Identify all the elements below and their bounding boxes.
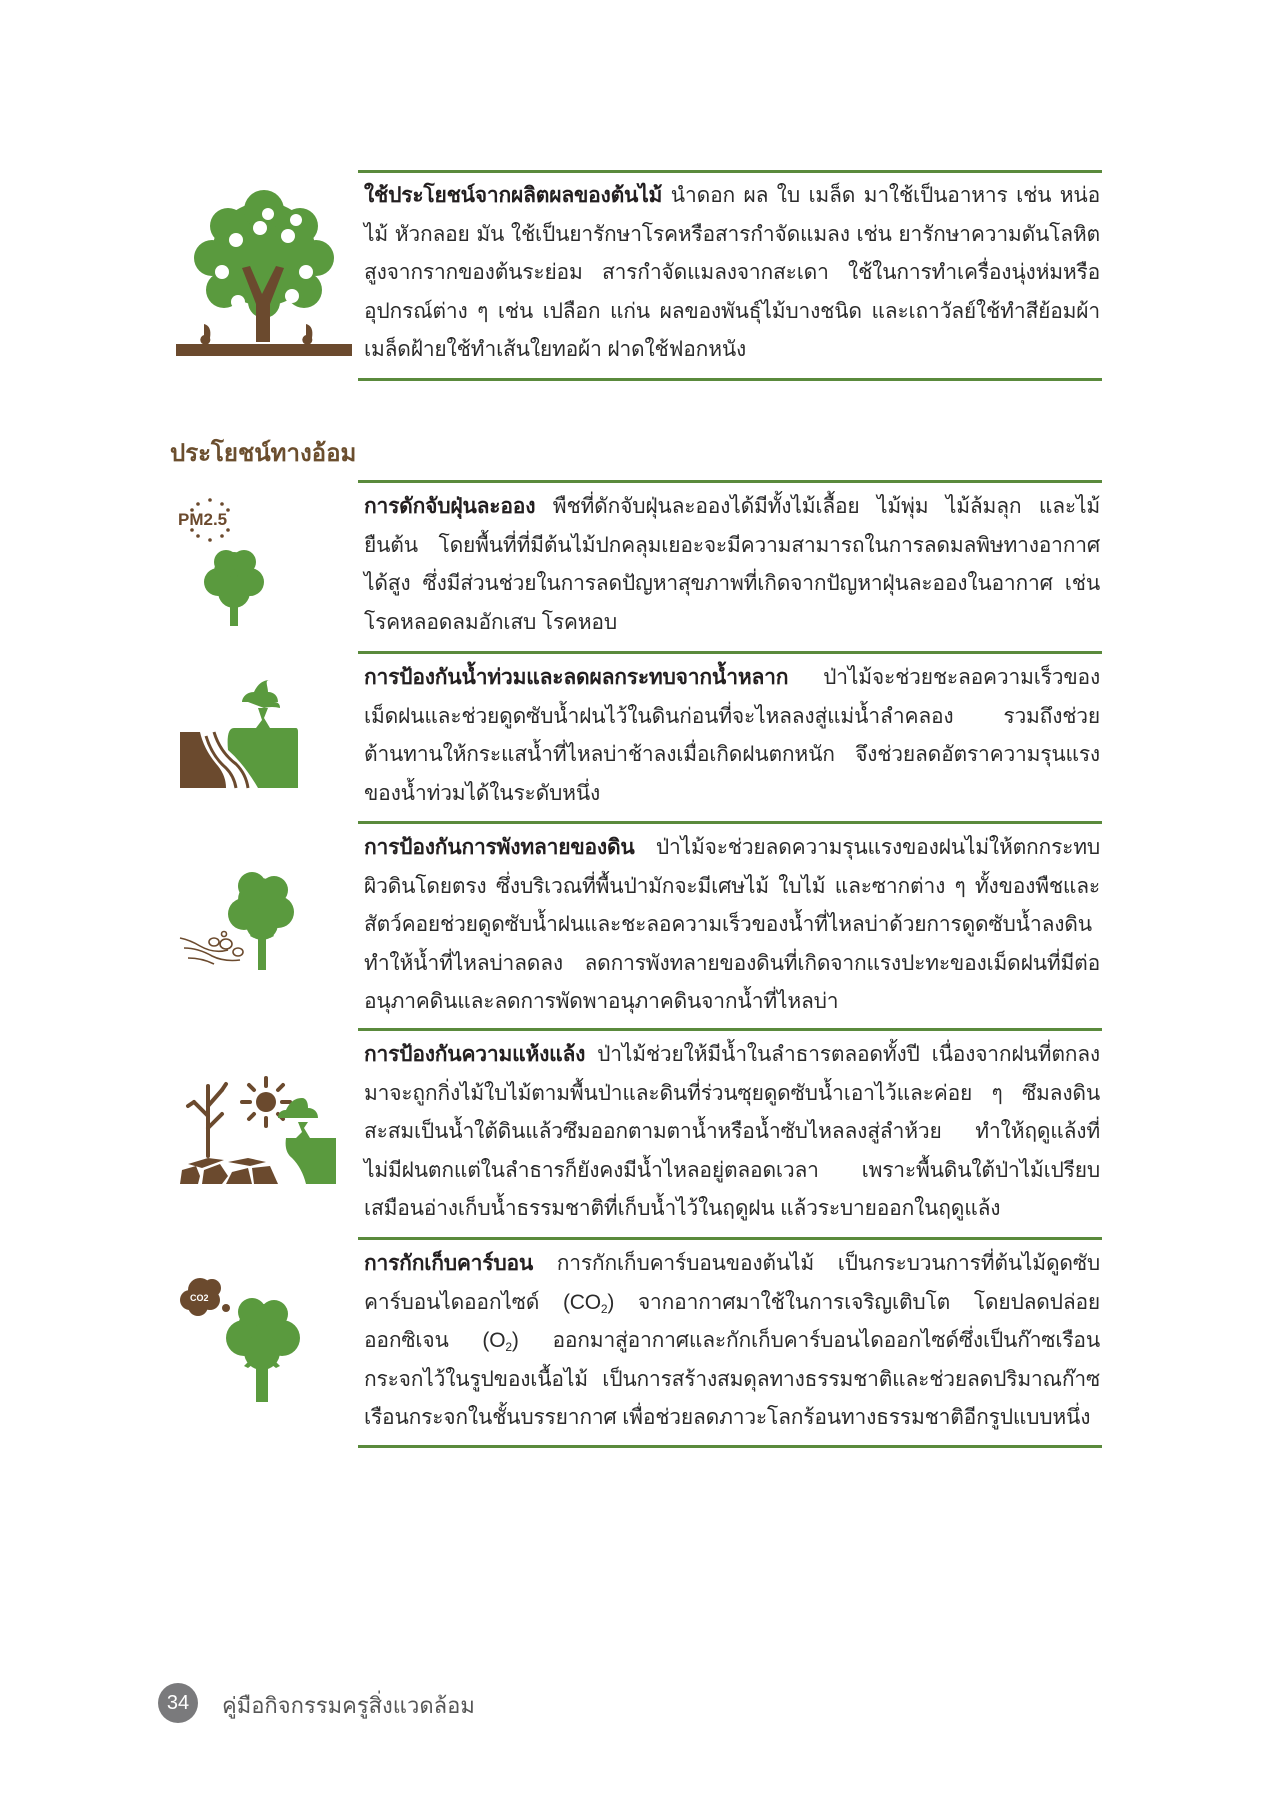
body-text: ) ออกมาสู่อากาศและกักเก็บคาร์บอนไดออกไซด์ซึ่งเป็นก๊าซเรือนกระจกไว้ในรูปของเนื้อไม้ เป็นการสร้างสมดุลทางธรรมชาติและช่วยลดปริมาณก๊าซเรือนกระจกในชั้นบรรยากาศ เพื่อช่วยลดภาวะโลกร้อนทางธรรมชาติอีกรูปแบบหนึ่ง [364,1329,1100,1429]
benefit-flood-prevention [364,659,1100,813]
divider [358,480,1102,483]
divider-top [358,170,1102,173]
divider [358,1028,1102,1031]
benefit-body: ป่าไม้จะช่วยชะลอความเร็วของเม็ดฝนและช่วยดูดซับน้ำฝนไว้ในดินก่อนที่จะไหลลงสู่แม่น้ำลำคลอง รวมถึงช่วยต้านทานให้กระแสน้ำที่ไหลบ่าช้าลงเมื่อเกิดฝนตกหนัก จึงช่วยลดอัตราความรุนแรงของน้ำท่วมได้ในระดับหนึ่ง [364,666,1100,805]
benefit-body: ป่าไม้ช่วยให้มีน้ำในลำธารตลอดทั้งปี เนื่องจากฝนที่ตกลงมาจะถูกกิ่งไม้ใบไม้ตามพื้นป่าและดินที่ร่วนซุยดูดซับน้ำเอาไว้และค่อย ๆ ซึมลงดิน สะสมเป็นน้ำใต้ดินแล้วซึมออกตามตาน้ำหรือน้ำซับไหลลงสู่ลำห้วย ทำให้ฤดูแล้งที่ไม่มีฝนตกแต่ในลำธารก็ยังคงมีน้ำไหลอยู่ตลอดเวลา เพราะพื้นดินใต้ป่าไม้เปรียบเสมือนอ่างเก็บน้ำธรรมชาติที่เก็บน้ำไว้ในฤดูฝน แล้วระบายออกในฤดูแล้ง [364,1043,1100,1220]
drought-sun-icon [178,1076,338,1186]
body-text: การกักเก็บคาร์บอนของต้นไม้ เป็นกระบวนการที่ต้นไม้ดูดซับคาร์บอนไดออกไซด์ (CO [364,1252,1100,1314]
soil-erosion-icon [178,870,298,970]
benefit-body: พืชที่ดักจับฝุ่นละอองได้มีทั้งไม้เลื้อย ไม้พุ่ม ไม้ล้มลุก และไม้ยืนต้น โดยพื้นที่ที่มีต้นไม้ปกคลุมเยอะจะมีความสามารถในการลดมลพิษทางอากาศได้สูง ซึ่งมีส่วนช่วยในการลดปัญหาสุขภาพที่เกิดจากปัญหาฝุ่นละอองในอากาศ เช่น โรคหลอดลมอักเสบ โรคหอบ [364,495,1100,634]
fruit-tree-icon [176,184,352,360]
benefit-carbon-storage [364,1245,1100,1438]
page-number-badge: 34 [158,1683,198,1723]
flood-river-icon [178,680,298,790]
benefit-heading: การป้องกันน้ำท่วมและลดผลกระทบจากน้ำหลาก [364,666,789,689]
divider [358,821,1102,824]
co2-label: CO2 [190,1293,209,1303]
benefit-soil-erosion-prevention [364,829,1100,1022]
benefit-dust-trapping [364,488,1100,642]
divider [358,1237,1102,1240]
pm25-label: PM2.5 [178,510,228,529]
divider [358,378,1102,381]
benefit-heading: การป้องกันการพังทลายของดิน [364,836,635,859]
benefit-heading: การกักเก็บคาร์บอน [364,1252,534,1275]
direct-benefit-heading: ใช้ประโยชน์จากผลิตผลของต้นไม้ [364,184,663,207]
benefit-drought-prevention [364,1036,1100,1229]
benefit-body: ป่าไม้จะช่วยลดความรุนแรงของฝนไม่ให้ตกกระทบผิวดินโดยตรง ซึ่งบริเวณที่พื้นป่ามักจะมีเศษไม้ ใบไม้ และซากต่าง ๆ ทั้งของพืชและสัตว์คอยช่วยดูดซับน้ำฝนและชะลอความเร็วของน้ำที่ไหลบ่าด้วยการดูดซับน้ำลงดิน ทำให้น้ำที่ไหลบ่าลดลง ลดการพังทลายของดินที่เกิดจากแรงปะทะของเม็ดฝนที่มีต่ออนุภาคดินและลดการพัดพาอนุภาคดินจากน้ำที่ไหลบ่า [364,836,1100,1013]
divider [358,651,1102,654]
benefit-heading: การป้องกันความแห้งแล้ง [364,1043,586,1066]
body-text: ) จากอากาศมาใช้ในการเจริญเติบโต โดยปลดปล่อยออกซิเจน (O [364,1290,1100,1352]
book-title: คู่มือกิจกรรมครูสิ่งแวดล้อม [222,1693,475,1718]
pm25-tree-icon [176,496,286,626]
direct-benefit-body: นำดอก ผล ใบ เมล็ด มาใช้เป็นอาหาร เช่น หน่อไม้ หัวกลอย มัน ใช้เป็นยารักษาโรคหรือสารกำจัดแมลง เช่น ยารักษาความดันโลหิตสูงจากรากของต้นระย่อม สารกำจัดแมลงจากสะเดา ใช้ในการทำเครื่องนุ่งห่มหรืออุปกรณ์ต่าง ๆ เช่น เปลือก แก่น ผลของพันธุ์ไม้บางชนิด และเถาวัลย์ใช้ทำสีย้อมผ้า เมล็ดฝ้ายใช้ทำเส้นใยทอผ้า ฝาดใช้ฟอกหนัง [364,184,1100,361]
benefit-heading: การดักจับฝุ่นละออง [364,495,536,518]
subscript: 2 [505,1340,512,1354]
co2-cloud-tree-icon [178,1272,308,1402]
subscript: 2 [600,1301,608,1316]
section-title-indirect-benefits: ประโยชน์ทางอ้อม [170,440,357,467]
divider-bottom [358,1445,1102,1448]
direct-benefit-text [364,177,1100,370]
benefit-body [364,1252,1100,1429]
